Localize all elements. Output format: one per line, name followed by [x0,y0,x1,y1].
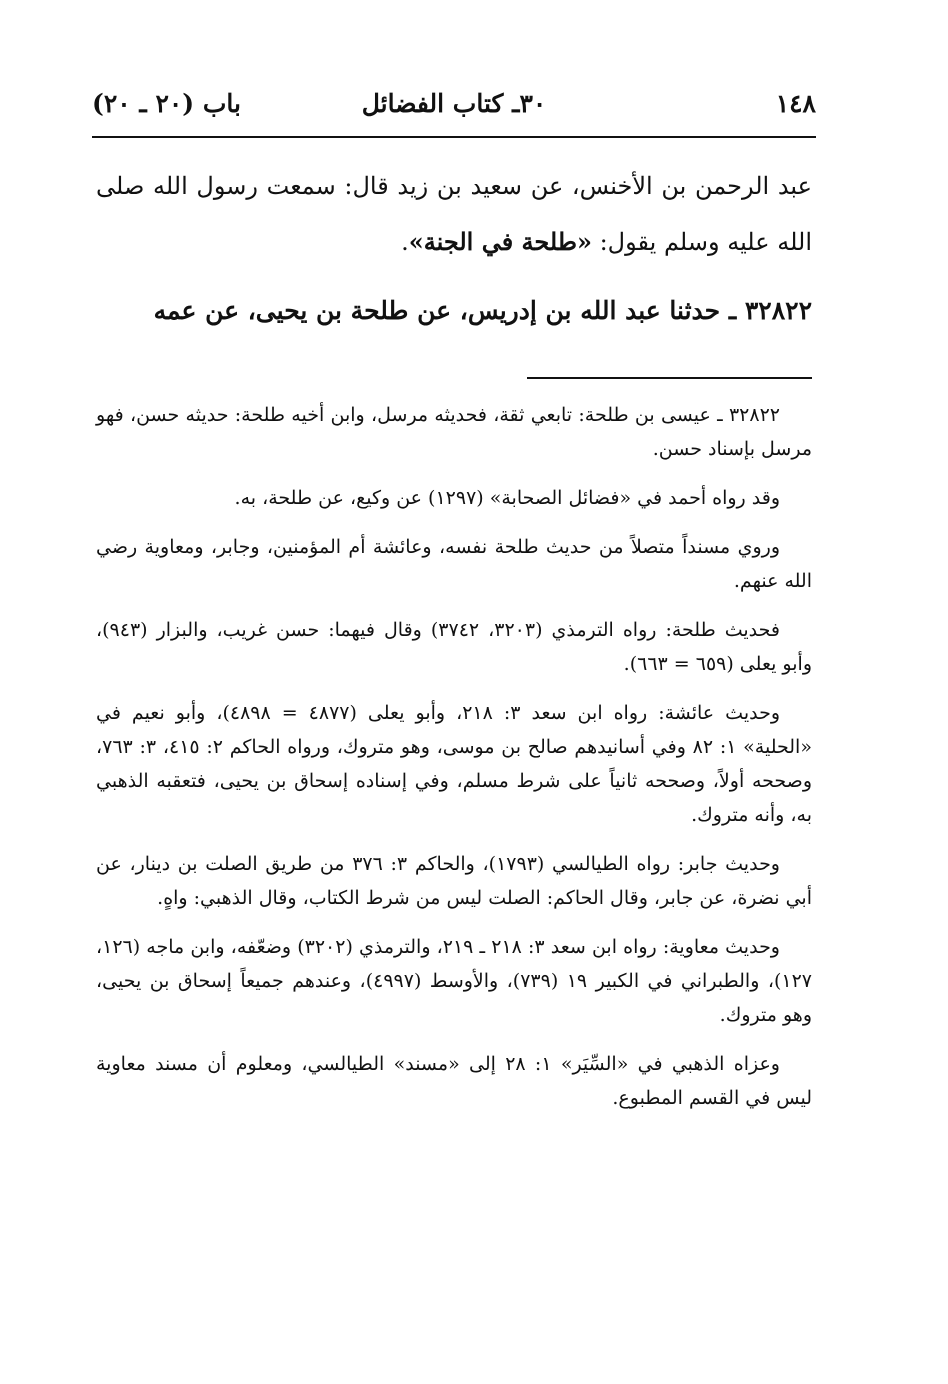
footnote-paragraph-1: ٣٢٨٢٢ ـ عيسى بن طلحة: تابعي ثقة، فحديثه مرسل، وابن أخيه طلحة: حديثه حسن، فهو مرسل بإسناد حسن. [96,404,812,460]
footnote-paragraph-3: وروي مسنداً متصلاً من حديث طلحة نفسه، وعائشة أم المؤمنين، وجابر، ومعاوية رضي الله عنهم. [96,536,812,592]
footnote-paragraph-5: وحديث عائشة: رواه ابن سعد ٣: ٢١٨، وأبو يعلى (٤٨٧٧ = ٤٨٩٨)، وأبو نعيم في «الحلية» ١: ٨٢ وفي أسانيدهم صالح بن موسى، وهو متروك، ورواه الحاكم ٢: ٤١٥، ٣: ٧٦٣، وصححه أولاً، وصححه ثانياً على شرط مسلم، وفي إسناده إسحاق بن يحيى، فتعقبه الذهبي به، وأنه متروك. [96,702,812,826]
chapter-reference: باب (٢٠ ـ ٢٠) [92,89,241,118]
footnote-paragraph-6: وحديث جابر: رواه الطيالسي (١٧٩٣)، والحاكم ٣: ٣٧٦ من طريق الصلت بن دينار، عن أبي نضرة، عن جابر، وقال الحاكم: الصلت ليس من شرط الكتاب، وقال الذهبي: واهٍ. [96,853,812,909]
footnote-paragraph-7: وحديث معاوية: رواه ابن سعد ٣: ٢١٨ ـ ٢١٩، والترمذي (٣٢٠٢) وضعّفه، وابن ماجه (١٢٦، ١٢٧)، والطبراني في الكبير ١٩ (٧٣٩)، والأوسط (٤٩٩٧)، وعندهم جميعاً إسحاق بن يحيى، وهو متروك. [96,936,812,1026]
footnotes [96,398,812,1130]
footnote-paragraph-2: وقد رواه أحمد في «فضائل الصحابة» (١٢٩٧) عن وكيع، عن طلحة، به. [234,487,780,509]
hadith-quote: «طلحة في الجنة» [408,227,592,256]
continuation-text: عبد الرحمن بن الأخنس، عن سعيد بن زيد قال: سمعت رسول الله صلى الله عليه وسلم يقول: [96,172,812,256]
footnote-paragraph-4: فحديث طلحة: رواه الترمذي (٣٢٠٣، ٣٧٤٢) وقال فيهما: حسن غريب، والبزار (٩٤٣)، وأبو يعلى (٦٥٩ = ٦٦٣). [96,619,812,675]
continuation-paragraph [96,158,812,270]
hadith-32822: ٣٢٨٢٢ ـ حدثنا عبد الله بن إدريس، عن طلحة بن يحيى، عن عمه [153,296,812,325]
quote-end: . [401,228,409,256]
page-number: ١٤٨ [775,89,816,118]
running-header [92,88,816,138]
footnote-separator [527,377,812,379]
footnote-paragraph-8: وعزاه الذهبي في «السِّيَر» ١: ٢٨ إلى «مسند» الطيالسي، ومعلوم أن مسند معاوية ليس في القسم المطبوع. [96,1053,812,1109]
book-title: ٣٠ـ كتاب الفضائل [361,89,547,118]
